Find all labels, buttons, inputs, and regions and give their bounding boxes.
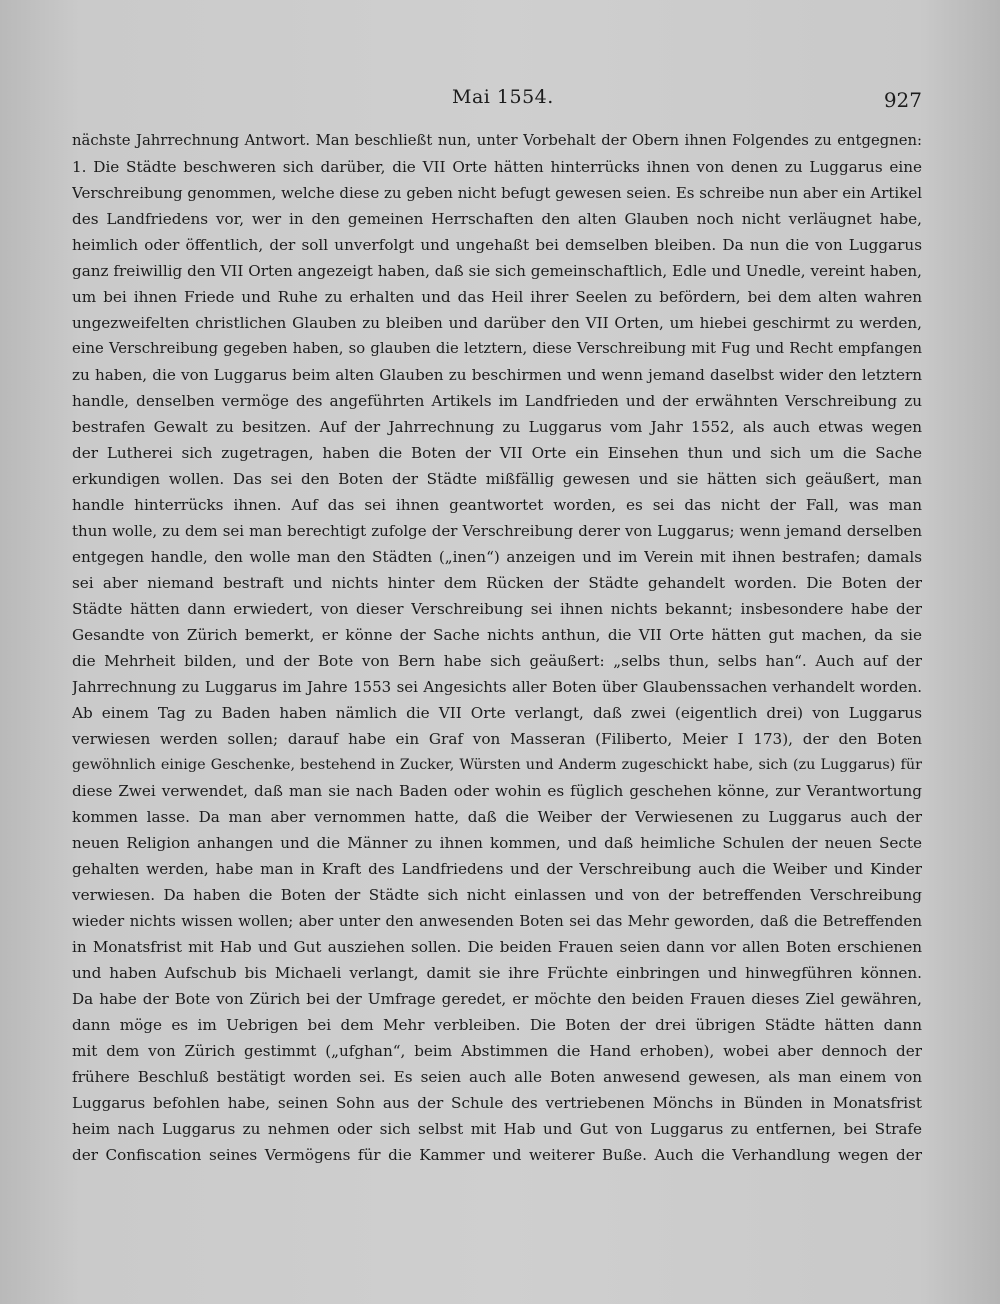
text-line: neuen Religion anhangen und die Männer zu ihnen kommen, und daß heimliche Schulen der neuen Secte — [72, 834, 922, 852]
text-line: dann möge es im Uebrigen bei dem Mehr verbleiben. Die Boten der drei übrigen Städte hätten dann — [72, 1016, 922, 1034]
text-line: Luggarus befohlen habe, seinen Sohn aus der Schule des vertriebenen Mönchs in Bünden in Monatsfrist — [72, 1094, 922, 1112]
text-line: des Landfriedens vor, wer in den gemeinen Herrschaften den alten Glauben noch nicht verläugnet habe, — [72, 210, 922, 228]
text-line: die Mehrheit bilden, und der Bote von Bern habe sich geäußert: „selbs thun, selbs han“. Auch auf der — [72, 652, 922, 670]
text-line: heimlich oder öffentlich, der soll unverfolgt und ungehaßt bei demselben bleiben. Da nun die von Luggarus — [72, 236, 922, 254]
text-line: zu haben, die von Luggarus beim alten Glauben zu beschirmen und wenn jemand daselbst wider den letztern — [72, 366, 922, 384]
text-line: diese Zwei verwendet, daß man sie nach Baden oder wohin es füglich geschehen könne, zur Verantwortung — [72, 782, 922, 800]
text-line: thun wolle, zu dem sei man berechtigt zufolge der Verschreibung derer von Luggarus; wenn jemand derselben — [72, 522, 922, 540]
text-line: Verschreibung genommen, welche diese zu geben nicht befugt gewesen seien. Es schreibe nun aber ein Artikel — [72, 184, 922, 202]
body-text — [72, 128, 922, 1168]
running-head-title: Mai 1554. — [452, 86, 554, 108]
text-line: der Lutherei sich zugetragen, haben die Boten der VII Orte ein Einsehen thun und sich um die Sache — [72, 444, 922, 462]
text-line: ungezweifelten christlichen Glauben zu bleiben und darüber den VII Orten, um hiebei geschirmt zu werden, — [72, 314, 922, 332]
text-line: ganz freiwillig den VII Orten angezeigt haben, daß sie sich gemeinschaftlich, Edle und Unedle, vereint haben, — [72, 262, 922, 280]
text-line: handle hinterrücks ihnen. Auf das sei ihnen geantwortet worden, es sei das nicht der Fall, was man — [72, 496, 922, 514]
text-line: Da habe der Bote von Zürich bei der Umfrage geredet, er möchte den beiden Frauen dieses Ziel gewähren, — [72, 990, 922, 1008]
text-line: der Confiscation seines Vermögens für die Kammer und weiterer Buße. Auch die Verhandlung wegen der — [72, 1146, 922, 1164]
text-line: und haben Aufschub bis Michaeli verlangt, damit sie ihre Früchte einbringen und hinwegführen können. — [72, 964, 922, 982]
text-line: um bei ihnen Friede und Ruhe zu erhalten und das Heil ihrer Seelen zu befördern, bei dem alten wahren — [72, 288, 922, 306]
text-line: Jahrrechnung zu Luggarus im Jahre 1553 sei Angesichts aller Boten über Glaubenssachen verhandelt worden. — [72, 678, 922, 696]
text-line: Gesandte von Zürich bemerkt, er könne der Sache nichts anthun, die VII Orte hätten gut machen, da sie — [72, 626, 922, 644]
text-line: in Monatsfrist mit Hab und Gut ausziehen sollen. Die beiden Frauen seien dann vor allen Boten erschienen — [72, 938, 922, 956]
text-line: Städte hätten dann erwiedert, von dieser Verschreibung sei ihnen nichts bekannt; insbesondere habe der — [72, 600, 922, 618]
text-line: heim nach Luggarus zu nehmen oder sich selbst mit Hab und Gut von Luggarus zu entfernen, bei Strafe — [72, 1120, 922, 1138]
text-line: erkundigen wollen. Das sei den Boten der Städte mißfällig gewesen und sie hätten sich geäußert, man — [72, 470, 922, 488]
text-line: nächste Jahrrechnung Antwort. Man beschließt nun, unter Vorbehalt der Obern ihnen Folgendes zu entgegnen: — [72, 132, 922, 149]
text-line: verwiesen werden sollen; darauf habe ein Graf von Masseran (Filiberto, Meier I 173), der den Boten — [72, 730, 922, 748]
text-line: Ab einem Tag zu Baden haben nämlich die VII Orte verlangt, daß zwei (eigentlich drei) von Luggarus — [72, 704, 922, 722]
text-line: sei aber niemand bestraft und nichts hinter dem Rücken der Städte gehandelt worden. Die Boten der — [72, 574, 922, 592]
text-line: entgegen handle, den wolle man den Städten („inen“) anzeigen und im Verein mit ihnen bestrafen; damals — [72, 548, 922, 566]
text-line: handle, denselben vermöge des angeführten Artikels im Landfrieden und der erwähnten Verschreibung zu — [72, 392, 922, 410]
text-line: verwiesen. Da haben die Boten der Städte sich nicht einlassen und von der betreffenden Verschreibung — [72, 886, 922, 904]
text-line: frühere Beschluß bestätigt worden sei. Es seien auch alle Boten anwesend gewesen, als man einem von — [72, 1068, 922, 1086]
text-line: gewöhnlich einige Geschenke, bestehend in Zucker, Würsten und Anderm zugeschickt habe, sich (zu Luggarus) für — [72, 757, 922, 773]
text-line: wieder nichts wissen wollen; aber unter den anwesenden Boten sei das Mehr geworden, daß die Betreffenden — [72, 912, 922, 930]
running-header — [0, 86, 1000, 116]
text-line: kommen lasse. Da man aber vernommen hatte, daß die Weiber der Verwiesenen zu Luggarus auch der — [72, 808, 922, 826]
text-line: eine Verschreibung gegeben haben, so glauben die letztern, diese Verschreibung mit Fug und Recht empfangen — [72, 340, 922, 357]
text-line: mit dem von Zürich gestimmt („ufghan“, beim Abstimmen die Hand erhoben), wobei aber dennoch der — [72, 1042, 922, 1060]
text-line: gehalten werden, habe man in Kraft des Landfriedens und der Verschreibung auch die Weiber und Kinder — [72, 860, 922, 878]
text-line: bestrafen Gewalt zu besitzen. Auf der Jahrrechnung zu Luggarus vom Jahr 1552, als auch etwas wegen — [72, 418, 922, 436]
text-line: 1. Die Städte beschweren sich darüber, die VII Orte hätten hinterrücks ihnen von denen zu Luggarus eine — [72, 158, 922, 176]
page-number: 927 — [883, 88, 922, 112]
